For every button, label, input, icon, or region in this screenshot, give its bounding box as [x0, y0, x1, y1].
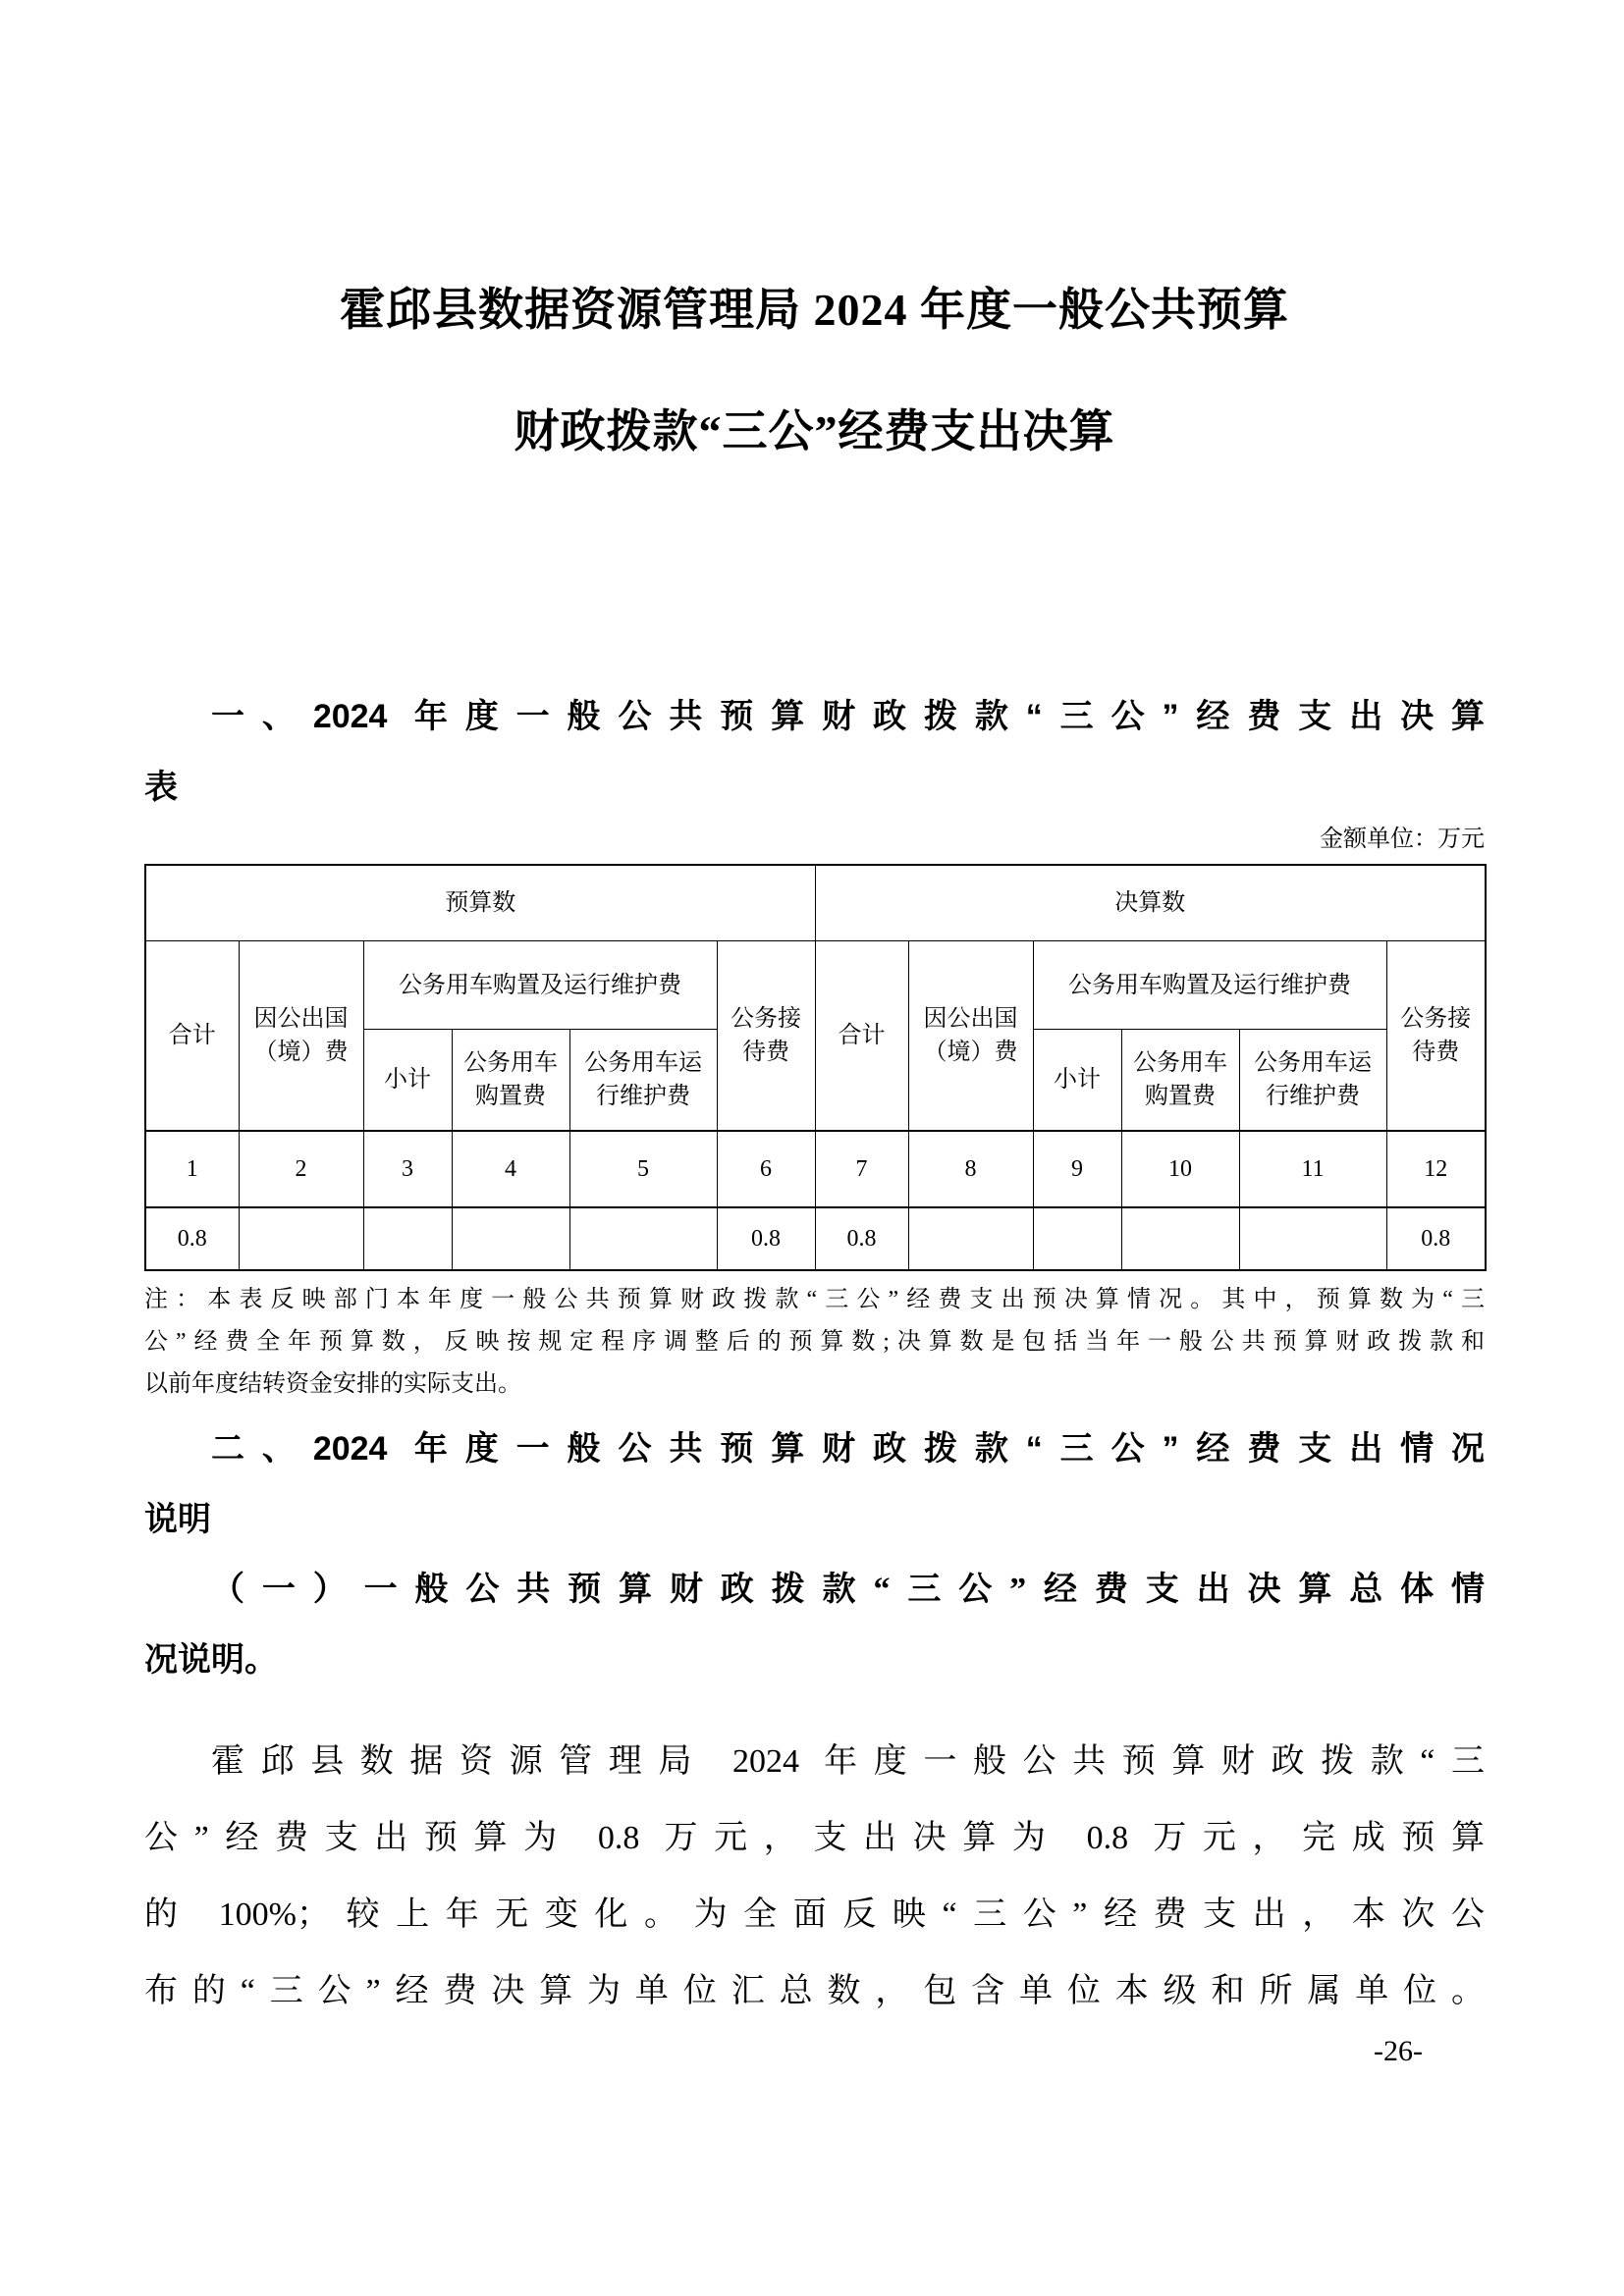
final-reception-header-cell: 公务接待费	[1386, 941, 1486, 1132]
column-number-cell: 7	[815, 1131, 908, 1207]
paragraph-line-1: 霍邱县数据资源管理局 2024 年度一般公共预算财政拨款“三	[211, 1743, 1485, 1780]
final-subtotal-header-cell: 小计	[1033, 1030, 1121, 1132]
budget-subtotal-header-cell: 小计	[363, 1030, 452, 1132]
value-cell: 0.8	[145, 1207, 239, 1270]
table-note-line-1: 注：本表反映部门本年度一般公共预算财政拨款“三公”经费支出预决算情况。其中，预算数为“三	[144, 1287, 1485, 1312]
final-group-header-cell: 决算数	[815, 865, 1486, 941]
budget-purchase-header-cell: 公务用车购置费	[452, 1030, 569, 1132]
table-note-line-2: 公”经费全年预算数，反映按规定程序调整后的预算数;决算数是包括当年一般公共预算财政拨款和	[144, 1329, 1485, 1355]
table-note-line-3: 以前年度结转资金安排的实际支出。	[144, 1371, 521, 1397]
column-number-row	[145, 1131, 1486, 1207]
final-total-header-cell: 合计	[815, 941, 908, 1132]
paragraph-line-3: 的 100%；较上年无变化。为全面反映“三公”经费支出，本次公	[144, 1896, 1485, 1933]
value-cell: 0.8	[815, 1207, 908, 1270]
three-public-funds-table	[144, 864, 1487, 1271]
table-row	[145, 941, 1486, 1030]
budget-maintenance-header-cell: 公务用车运行维护费	[569, 1030, 717, 1132]
column-number-cell: 9	[1033, 1131, 1121, 1207]
column-number-cell: 10	[1121, 1131, 1239, 1207]
value-cell	[1121, 1207, 1239, 1270]
value-cell	[239, 1207, 363, 1270]
section2-heading-line-2: 说明	[144, 1501, 211, 1538]
column-number-cell: 8	[908, 1131, 1033, 1207]
page-content	[144, 0, 1485, 2030]
column-number-cell: 6	[717, 1131, 815, 1207]
final-maintenance-header-cell: 公务用车运行维护费	[1239, 1030, 1386, 1132]
section1-heading-line-1: 一、2024 年度一般公共预算财政拨款“三公”经费支出决算	[211, 698, 1485, 735]
value-cell	[1033, 1207, 1121, 1270]
final-purchase-header-cell: 公务用车购置费	[1121, 1030, 1239, 1132]
budget-group-header-cell: 预算数	[145, 865, 815, 941]
value-cell	[908, 1207, 1033, 1270]
value-cell	[452, 1207, 569, 1270]
paragraph-line-4: 布的“三公”经费决算为单位汇总数，包含单位本级和所属单位。	[144, 1973, 1485, 2009]
amount-unit-label: 金额单位：万元	[1320, 827, 1485, 852]
column-number-cell: 11	[1239, 1131, 1386, 1207]
page-number: -26-	[1374, 2035, 1423, 2067]
budget-reception-header-cell: 公务接待费	[717, 941, 815, 1132]
page-title-line-2: 财政拨款“三公”经费支出决算	[514, 406, 1115, 456]
subsection1-heading-line-2: 况说明。	[144, 1642, 278, 1679]
column-number-cell: 12	[1386, 1131, 1486, 1207]
section2-heading-line-1: 二、2024 年度一般公共预算财政拨款“三公”经费支出情况	[211, 1430, 1485, 1468]
budget-vehicle-group-header-cell: 公务用车购置及运行维护费	[363, 941, 717, 1030]
final-abroad-header-cell: 因公出国（境）费	[908, 941, 1033, 1132]
page-title-line-1: 霍邱县数据资源管理局 2024 年度一般公共预算	[340, 285, 1289, 335]
budget-abroad-header-cell: 因公出国（境）费	[239, 941, 363, 1132]
final-vehicle-group-header-cell: 公务用车购置及运行维护费	[1033, 941, 1386, 1030]
budget-total-header-cell: 合计	[145, 941, 239, 1132]
value-cell	[1239, 1207, 1386, 1270]
table-row	[145, 865, 1486, 941]
value-cell: 0.8	[1386, 1207, 1486, 1270]
value-row	[145, 1207, 1486, 1270]
paragraph-line-2: 公”经费支出预算为 0.8 万元，支出决算为 0.8 万元，完成预算	[144, 1820, 1485, 1856]
table-note	[144, 1279, 1485, 1406]
value-cell	[569, 1207, 717, 1270]
column-number-cell: 5	[569, 1131, 717, 1207]
value-cell	[363, 1207, 452, 1270]
column-number-cell: 4	[452, 1131, 569, 1207]
subsection1-heading-line-1: （一）一般公共预算财政拨款“三公”经费支出决算总体情	[211, 1572, 1485, 1608]
column-number-cell: 2	[239, 1131, 363, 1207]
column-number-cell: 3	[363, 1131, 452, 1207]
section1-heading-line-2: 表	[144, 769, 178, 806]
value-cell: 0.8	[717, 1207, 815, 1270]
column-number-cell: 1	[145, 1131, 239, 1207]
